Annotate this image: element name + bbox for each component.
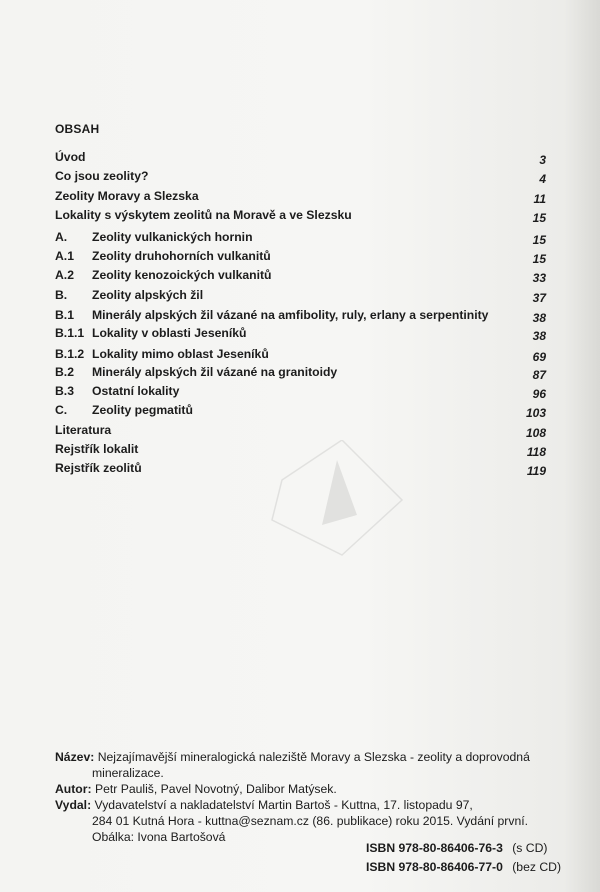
toc-entry-page: 87	[532, 368, 546, 382]
colophon-author-line	[55, 781, 565, 797]
toc-entry-number: A.1	[55, 249, 74, 263]
toc-entry[interactable]	[0, 189, 600, 207]
toc-entry-title: Rejstřík zeolitů	[55, 461, 142, 475]
toc-entry-number: A.2	[55, 268, 74, 282]
toc-entry[interactable]	[0, 442, 600, 460]
colophon-label: Vydal:	[55, 798, 92, 812]
colophon-label: Autor:	[55, 782, 92, 796]
colophon-value: mineralizace.	[92, 766, 164, 780]
colophon-value: Obálka: Ivona Bartošová	[92, 830, 226, 844]
toc-entry[interactable]	[0, 249, 600, 267]
toc-entry[interactable]	[0, 403, 600, 421]
toc-entry-number: B.3	[55, 384, 74, 398]
toc-entry-page: 33	[532, 271, 546, 285]
toc-entry-title: Co jsou zeolity?	[55, 169, 149, 183]
toc-entry[interactable]	[0, 384, 600, 402]
toc-entry-page: 3	[539, 153, 546, 167]
colophon	[55, 749, 565, 845]
toc-entry-title: Zeolity druhohorních vulkanitů	[92, 249, 271, 263]
toc-entry[interactable]	[0, 230, 600, 248]
toc-entry-page: 38	[532, 311, 546, 325]
toc-entry-number: B.1	[55, 308, 74, 322]
toc-entry-title: Literatura	[55, 423, 112, 437]
toc-entry-number: B.2	[55, 365, 74, 379]
toc-entry-page: 119	[526, 464, 546, 478]
toc-entry-title: Lokality s výskytem zeolitů na Moravě a ve Slezsku	[55, 208, 352, 222]
toc-entry-title: Zeolity pegmatitů	[92, 403, 193, 417]
toc-entry-title: Rejstřík lokalit	[55, 442, 139, 456]
colophon-value: Vydavatelství a nakladatelství Martin Bartoš - Kuttna, 17. listopadu 97,	[94, 798, 473, 812]
isbn-note: (s CD)	[512, 841, 548, 855]
toc-entry-page: 103	[525, 406, 546, 420]
toc-entry-number: B.	[55, 288, 68, 302]
toc-entry[interactable]	[0, 423, 600, 441]
toc-entry[interactable]	[0, 308, 600, 326]
toc-entry[interactable]	[0, 461, 600, 479]
toc-heading: OBSAH	[55, 122, 100, 136]
toc-entry[interactable]	[0, 208, 600, 226]
toc-entry-page: 118	[526, 445, 546, 459]
toc-entry-title: Lokality mimo oblast Jeseníků	[92, 347, 269, 361]
colophon-value: 284 01 Kutná Hora - kuttna@seznam.cz (86. publikace) roku 2015. Vydání první.	[92, 814, 529, 828]
toc-entry-title: Zeolity kenozoických vulkanitů	[92, 268, 272, 282]
toc-entry[interactable]	[0, 326, 600, 344]
toc-entry-title: Zeolity alpských žil	[92, 288, 204, 302]
toc-entry-page: 96	[532, 387, 546, 401]
isbn-number: ISBN 978-80-86406-76-3	[366, 841, 503, 855]
toc-entry-page: 69	[532, 350, 546, 364]
colophon-publisher-line	[55, 797, 565, 813]
isbn-note: (bez CD)	[512, 860, 562, 874]
toc-entry-title: Zeolity vulkanických hornin	[92, 230, 253, 244]
colophon-label: Název:	[55, 750, 95, 764]
toc-entry-page: 38	[532, 329, 546, 343]
toc-entry-title: Minerály alpských žil vázané na amfibolity, ruly, erlany a serpentinity	[92, 308, 489, 322]
toc-entry-number: C.	[55, 403, 68, 417]
isbn-line	[366, 841, 547, 855]
toc-entry-page: 15	[532, 233, 546, 247]
colophon-value: Petr Pauliš, Pavel Novotný, Dalibor Matýsek.	[94, 782, 337, 796]
colophon-value: Nejzajímavější mineralogická naleziště Moravy a Slezska - zeolity a doprovodná	[97, 750, 530, 764]
toc-entry-page: 11	[533, 192, 546, 206]
toc-entry-title: Zeolity Moravy a Slezska	[55, 189, 199, 203]
toc-entry[interactable]	[0, 268, 600, 286]
toc-entry[interactable]	[0, 347, 600, 365]
toc-entry-title: Ostatní lokality	[92, 384, 180, 398]
toc-entry-title: Minerály alpských žil vázané na granitoidy	[92, 365, 338, 379]
toc-entry-page: 15	[532, 252, 546, 266]
toc-entry[interactable]	[0, 150, 600, 168]
toc-entry[interactable]	[0, 365, 600, 383]
toc-entry-page: 15	[532, 211, 546, 225]
toc-entry-page: 37	[532, 291, 546, 305]
toc-entry[interactable]	[0, 169, 600, 187]
toc-entry-number: B.1.1	[55, 326, 85, 340]
toc-entry-title: Úvod	[55, 150, 86, 164]
colophon-title-line	[55, 749, 565, 765]
toc-entry-title: Lokality v oblasti Jeseníků	[92, 326, 247, 340]
toc-entry-page: 4	[539, 172, 546, 186]
toc-entry-page: 108	[525, 426, 546, 440]
toc-entry-number: B.1.2	[55, 347, 85, 361]
toc-entry-number: A.	[55, 230, 68, 244]
toc-entry[interactable]	[0, 288, 600, 306]
isbn-number: ISBN 978-80-86406-77-0	[366, 860, 503, 874]
isbn-line	[366, 860, 561, 874]
